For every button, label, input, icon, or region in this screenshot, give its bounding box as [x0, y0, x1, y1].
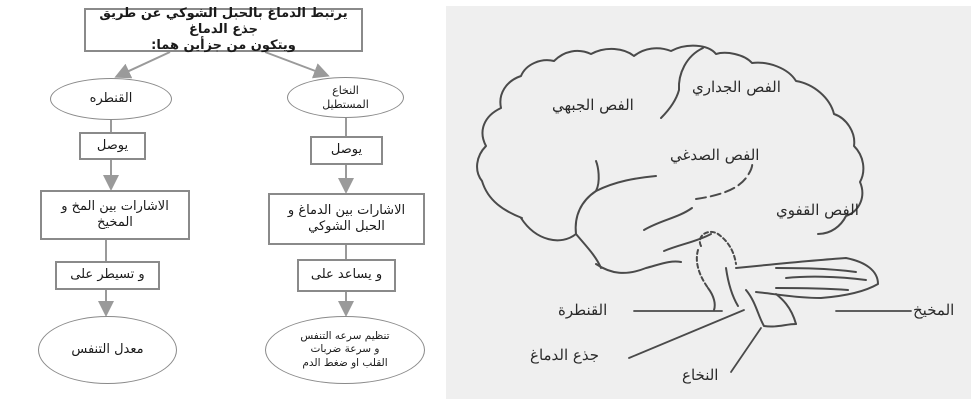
- root-line-1: يرتبط الدماغ بالحبل الشوكي عن طريق جذع الدماغ: [99, 5, 348, 37]
- left-controls-label: و تسيطر على: [70, 267, 145, 283]
- left-signals-line-2: المخيخ: [97, 215, 133, 230]
- medulla-line-1: النخاع: [332, 83, 359, 97]
- pons-ellipse: [50, 78, 172, 120]
- label-medulla: النخاع: [682, 366, 719, 384]
- label-parietal-lobe: الفص الجداري: [692, 78, 781, 96]
- label-frontal-lobe: الفص الجبهي: [552, 96, 634, 114]
- left-controls-box: [55, 261, 160, 290]
- root-box: [84, 5, 363, 54]
- root-line-2: ويتكون من جزأين هما:: [151, 38, 296, 54]
- label-occipital-lobe: الفص القفوي: [776, 201, 859, 219]
- label-cerebellum: المخيخ: [913, 301, 955, 319]
- breathing-rate-label: معدل التنفس: [71, 341, 144, 357]
- right-connects-box: [310, 136, 383, 165]
- brain-outline-drawing: [446, 6, 971, 399]
- breathing-rate-ellipse: [38, 316, 177, 384]
- regulation-line-3: القلب او ضغط الدم: [302, 356, 388, 369]
- right-signals-line-2: الحبل الشوكي: [308, 219, 385, 234]
- right-connects-label: يوصل: [330, 142, 363, 158]
- right-signals-box: [268, 193, 425, 245]
- left-connects-label: يوصل: [96, 137, 129, 153]
- brain-diagram: [446, 6, 971, 399]
- label-temporal-lobe: الفص الصدغي: [670, 146, 760, 164]
- medulla-line-2: المستطيل: [322, 97, 369, 111]
- label-pons: القنطرة: [558, 301, 608, 319]
- regulation-line-2: و سرعة ضربات: [310, 343, 380, 356]
- right-signals-line-1: الاشارات بين الدماغ و: [287, 202, 406, 218]
- left-connects-box: [79, 132, 146, 160]
- pons-label: القنطره: [89, 90, 133, 106]
- right-helps-box: [297, 259, 396, 292]
- left-signals-box: [40, 190, 190, 240]
- left-signals-line-1: الاشارات بين المخ و: [61, 198, 169, 214]
- regulation-line-1: تنظيم سرعه التنفس: [300, 329, 390, 342]
- regulation-ellipse: [265, 316, 425, 384]
- medulla-ellipse: [287, 77, 404, 118]
- flowchart: [0, 0, 440, 410]
- label-brainstem: جذع الدماغ: [530, 346, 600, 364]
- right-helps-label: و يساعد على: [310, 267, 383, 283]
